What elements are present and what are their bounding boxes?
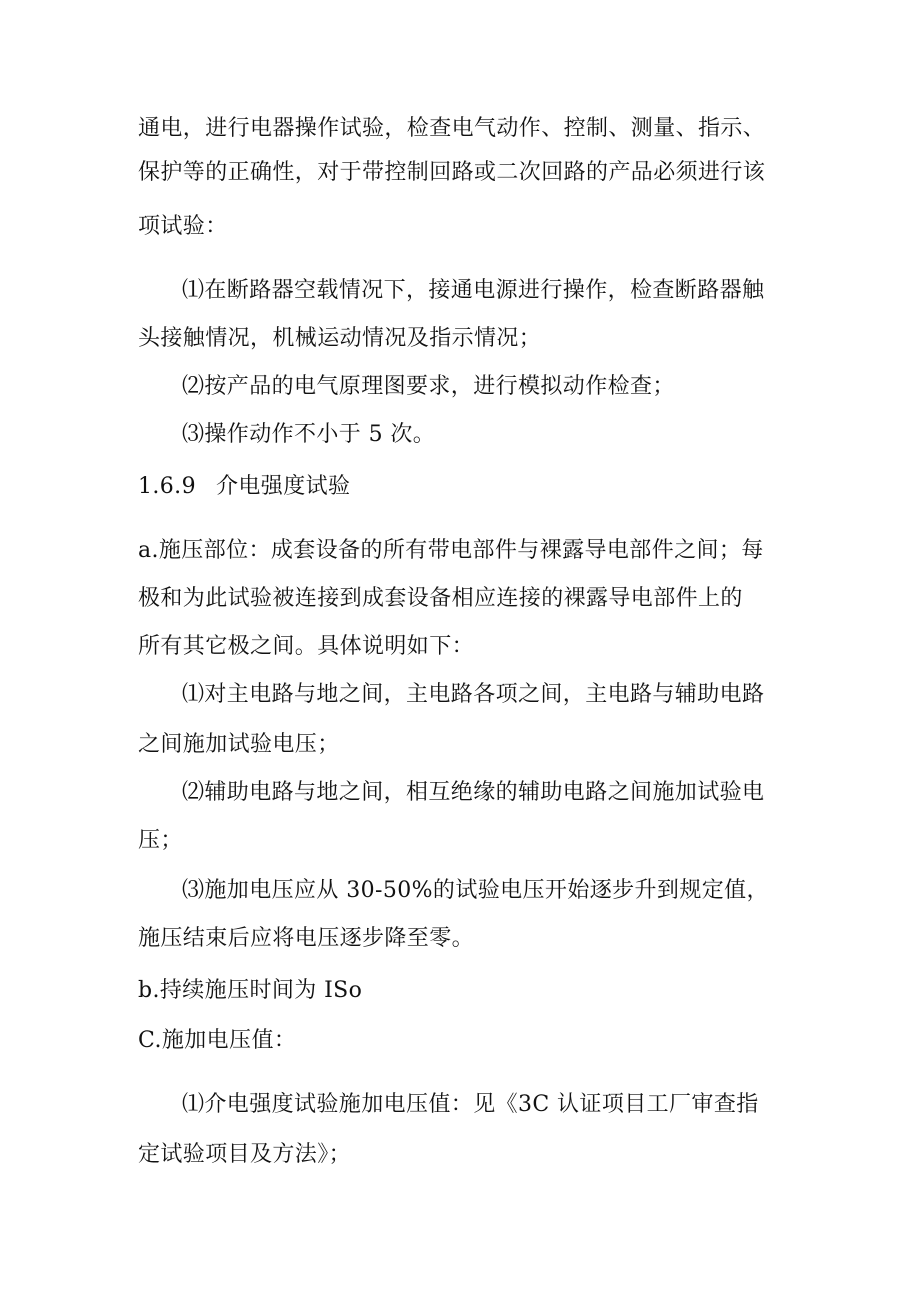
list-item-line: ⑴介电强度试验施加电压值：见《3C 认证项目工厂审查指 — [182, 1092, 759, 1117]
paragraph-line: a.施压部位：成套设备的所有带电部件与裸露导电部件之间；每 — [138, 538, 764, 563]
paragraph-line: 极和为此试验被连接到成套设备相应连接的裸露导电部件上的 — [138, 586, 743, 611]
list-item-line: ⑴在断路器空载情况下，接通电源进行操作，检查断路器触 — [182, 278, 765, 303]
list-item-line: 头接触情况，机械运动情况及指示情况； — [138, 326, 542, 351]
list-item-line: 之间施加试验电压； — [138, 732, 340, 757]
list-item-line: ⑶操作动作不小于 5 次。 — [182, 422, 436, 447]
section-heading — [138, 472, 350, 502]
paragraph-line: b.持续施压时间为 ISo — [138, 978, 363, 1003]
section-number: 1.6.9 — [138, 474, 196, 499]
list-item-line: 定试验项目及方法》； — [138, 1142, 352, 1167]
paragraph-line: 项试验： — [138, 214, 228, 239]
paragraph-line: 通电，进行电器操作试验，检查电气动作、控制、测量、指示、 — [138, 116, 766, 141]
list-item-line: ⑶施加电压应从 30-50%的试验电压开始逐步升到规定值， — [182, 878, 769, 903]
paragraph-line: 保护等的正确性，对于带控制回路或二次回路的产品必须进行该 — [138, 160, 766, 185]
section-title: 介电强度试验 — [216, 474, 351, 499]
list-item-line: 压； — [138, 828, 183, 853]
list-item-line: ⑵按产品的电气原理图要求，进行模拟动作检查； — [182, 374, 675, 399]
list-item-line: 施压结束后应将电压逐步降至零。 — [138, 926, 475, 951]
list-item-line: ⑴对主电路与地之间，主电路各项之间，主电路与辅助电路 — [182, 682, 765, 707]
paragraph-line: 所有其它极之间。具体说明如下： — [138, 634, 475, 659]
list-item-line: ⑵辅助电路与地之间，相互绝缘的辅助电路之间施加试验电 — [182, 780, 765, 805]
paragraph-line: C.施加电压值： — [138, 1028, 297, 1053]
